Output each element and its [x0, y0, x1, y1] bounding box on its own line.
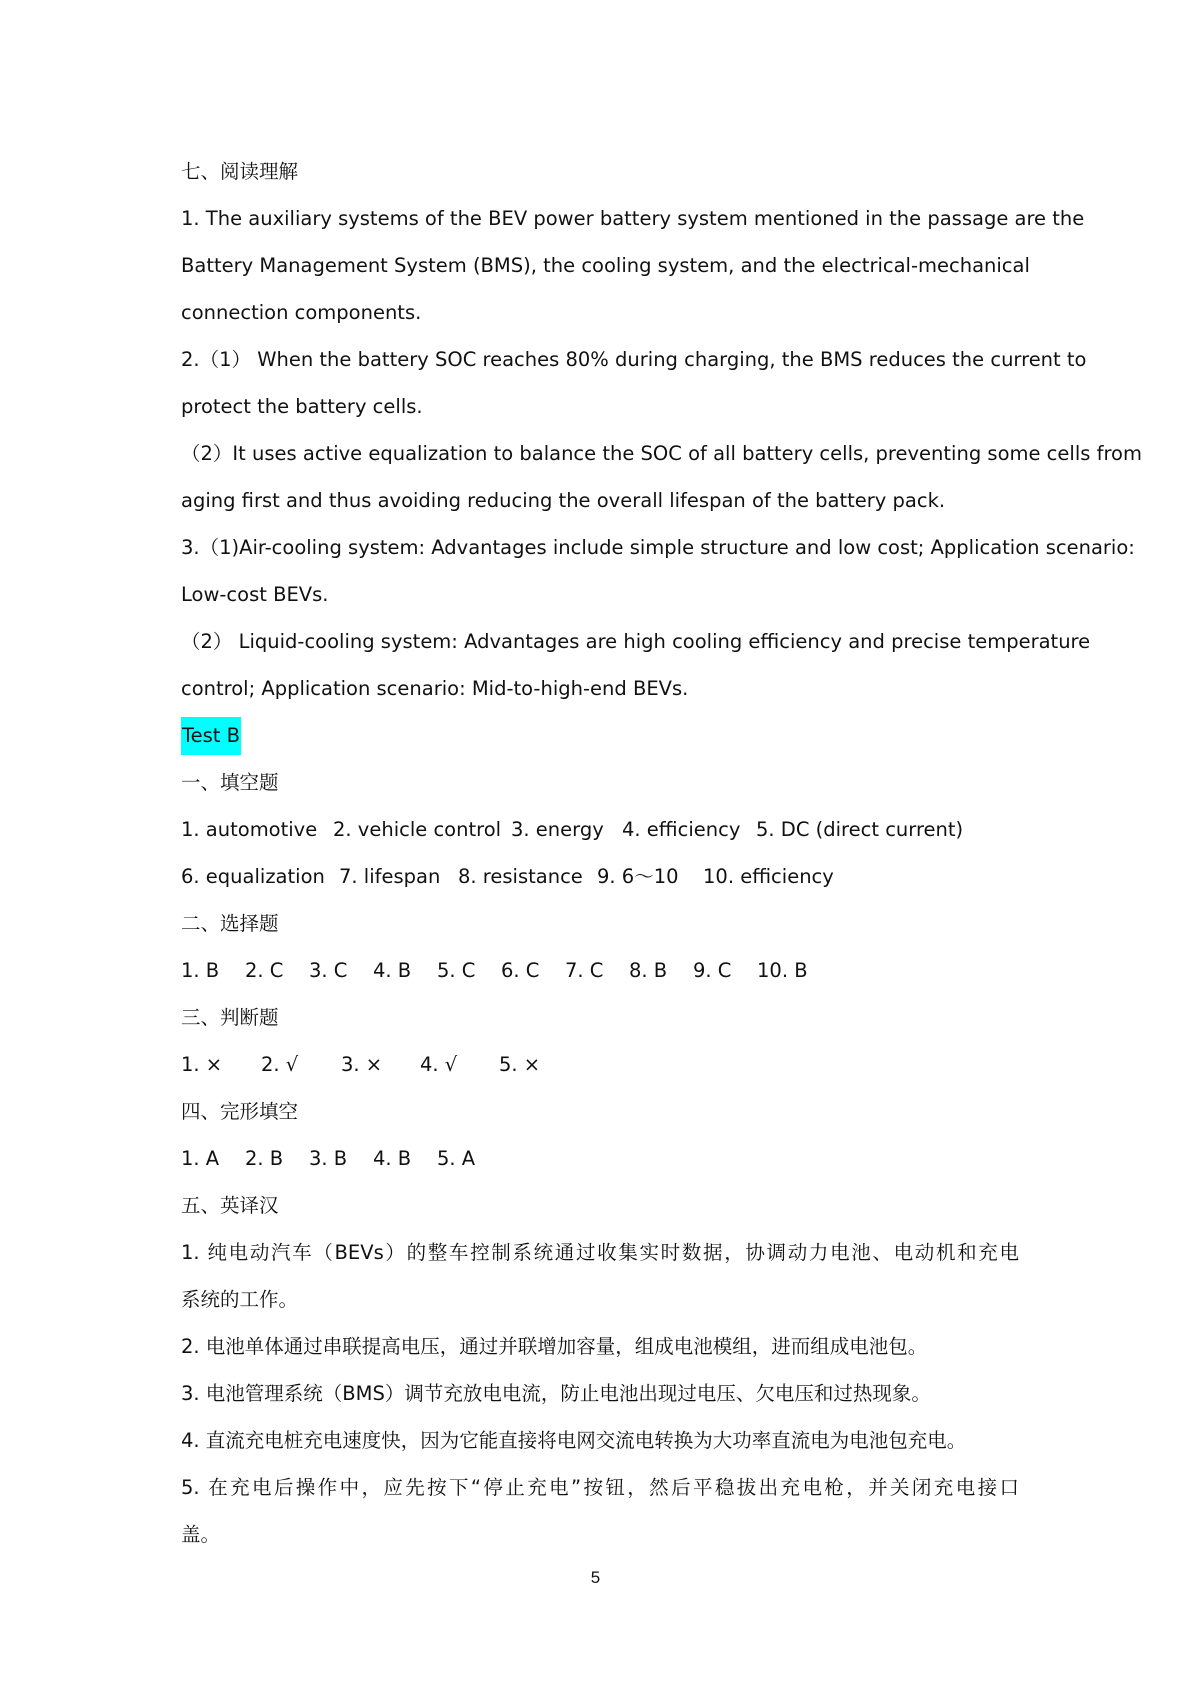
choice-answer-1: 1. B: [181, 959, 220, 982]
fill-answer-3: 3. energy: [511, 818, 604, 841]
test-b-label: Test B: [181, 717, 241, 755]
choice-answer-5: 5. C: [437, 959, 476, 982]
cloze-answer-5: 5. A: [437, 1147, 476, 1170]
choice-answer-8: 8. B: [629, 959, 668, 982]
fill-blank-row-1: [181, 806, 1019, 853]
cloze-answer-1: 1. A: [181, 1147, 220, 1170]
cloze-answer-2: 2. B: [245, 1147, 284, 1170]
fill-answer-9: 9. 6～10: [597, 865, 679, 888]
fill-blank-heading: 一、填空题: [181, 771, 279, 794]
fill-answer-4: 4. efficiency: [622, 818, 741, 841]
translate-4: 4. 直流充电桩充电速度快，因为它能直接将电网交流电转换为大功率直流电为电池包充电。: [181, 1429, 967, 1452]
answer-3-line-1: 3.（1)Air-cooling system: Advantages include simple structure and low cost; Application scenario:: [181, 536, 1135, 559]
judge-answer-4: 4. √: [420, 1053, 458, 1076]
choice-answer-10: 10. B: [757, 959, 808, 982]
answer-1-line-1: 1. The auxiliary systems of the BEV power battery system mentioned in the passage are the: [181, 207, 1085, 230]
choice-answer-9: 9. C: [693, 959, 732, 982]
translate-1-line-2: 系统的工作。: [181, 1288, 299, 1311]
judge-heading: 三、判断题: [181, 1006, 279, 1029]
translate-1-line-1: 1. 纯电动汽车（BEVs）的整车控制系统通过收集实时数据，协调动力电池、电动机和充电: [181, 1241, 1019, 1264]
judge-answer-2: 2. √: [261, 1053, 299, 1076]
choice-heading: 二、选择题: [181, 912, 279, 935]
page-content: [181, 148, 1142, 1558]
fill-answer-6: 6. equalization: [181, 865, 325, 888]
choice-answers-row: [181, 947, 1019, 994]
answer-3-2-line-2: control; Application scenario: Mid-to-high-end BEVs.: [181, 677, 689, 700]
translate-5-line-1: 5. 在充电后操作中，应先按下“停止充电”按钮，然后平稳拔出充电枪，并关闭充电接口: [181, 1476, 1019, 1499]
fill-answer-2: 2. vehicle control: [333, 818, 502, 841]
translate-2: 2. 电池单体通过串联提高电压，通过并联增加容量，组成电池模组，进而组成电池包。: [181, 1335, 928, 1358]
translate-3: 3. 电池管理系统（BMS）调节充放电电流，防止电池出现过电压、欠电压和过热现象。: [181, 1382, 931, 1405]
fill-answer-5: 5. DC (direct current): [756, 818, 964, 841]
cloze-answers-row: [181, 1135, 1019, 1182]
choice-answer-2: 2. C: [245, 959, 284, 982]
answer-2-line-2: protect the battery cells.: [181, 395, 423, 418]
translate-heading: 五、英译汉: [181, 1194, 279, 1217]
cloze-answer-3: 3. B: [309, 1147, 348, 1170]
section-7-heading: 七、阅读理解: [181, 160, 299, 183]
answer-2-2-line-1: （2）It uses active equalization to balance the SOC of all battery cells, preventing some cells from: [181, 442, 1142, 465]
choice-answer-4: 4. B: [373, 959, 412, 982]
fill-answer-10: 10. efficiency: [703, 865, 834, 888]
page-number: 5: [590, 1568, 601, 1587]
translate-5-line-2: 盖。: [181, 1523, 221, 1546]
test-b-row: [181, 712, 1019, 759]
cloze-heading: 四、完形填空: [181, 1100, 299, 1123]
judge-answer-3: 3. ×: [341, 1053, 383, 1076]
choice-answer-6: 6. C: [501, 959, 540, 982]
judge-answer-1: 1. ×: [181, 1053, 223, 1076]
fill-answer-1: 1. automotive: [181, 818, 318, 841]
answer-2-2-line-2: aging first and thus avoiding reducing the overall lifespan of the battery pack.: [181, 489, 946, 512]
answer-2-line-1: 2.（1） When the battery SOC reaches 80% during charging, the BMS reduces the current to: [181, 348, 1087, 371]
answer-1-line-2: Battery Management System (BMS), the cooling system, and the electrical-mechanical: [181, 254, 1030, 277]
judge-answer-5: 5. ×: [499, 1053, 541, 1076]
choice-answer-3: 3. C: [309, 959, 348, 982]
answer-3-line-2: Low-cost BEVs.: [181, 583, 329, 606]
answer-3-2-line-1: （2） Liquid-cooling system: Advantages are high cooling efficiency and precise temperature: [181, 630, 1091, 653]
fill-answer-7: 7. lifespan: [339, 865, 441, 888]
fill-answer-8: 8. resistance: [458, 865, 583, 888]
choice-answer-7: 7. C: [565, 959, 604, 982]
answer-1-line-3: connection components.: [181, 301, 422, 324]
cloze-answer-4: 4. B: [373, 1147, 412, 1170]
judge-answers-row: [181, 1041, 1019, 1088]
fill-blank-row-2: [181, 853, 1019, 900]
